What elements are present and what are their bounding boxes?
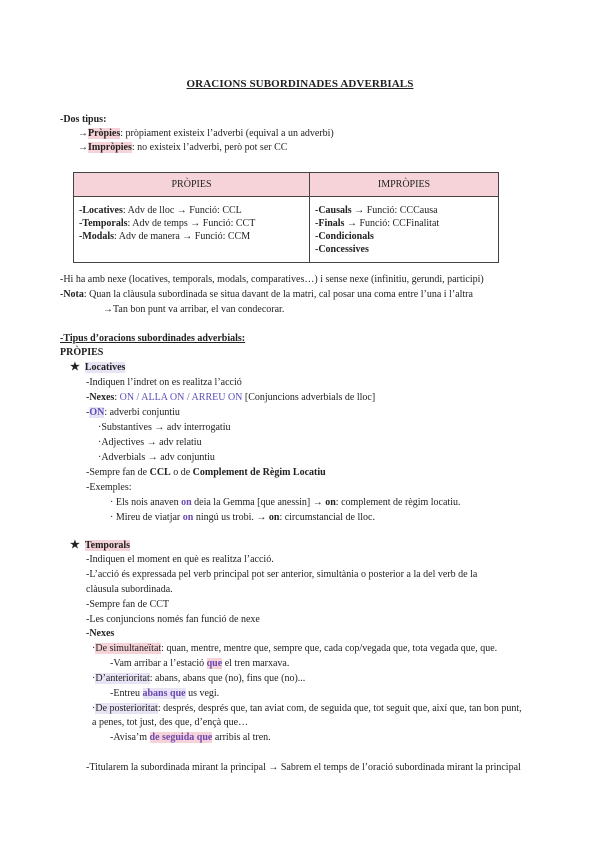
nexes-term: -Nexes (86, 392, 115, 403)
type-term: -Causals (315, 205, 352, 216)
temporals-line-1: -Indiquen el moment en què es realitza l’acció. (86, 554, 274, 565)
tipus-heading: -Tipus d’oracions subordinades adverbials: (60, 333, 246, 344)
type-description: → Funció: CCFinalitat (344, 218, 440, 229)
nota-example: →Tan bon punt va arribar, el van condecorar. (103, 304, 285, 315)
nota-term: -Nota (60, 289, 84, 300)
de-seguida-que-highlight: de seguida que (149, 732, 213, 743)
nota-text: : Quan la clàusula subordinada se situa davant de la matri, cal posar una coma entre l’una i l’altra (83, 289, 473, 300)
nexes-note: [Conjuncions adverbials de lloc] (242, 392, 376, 403)
table-header-propies: PRÒPIES (74, 173, 310, 197)
text: · Mireu de viatjar (110, 512, 183, 523)
star-icon: ★ (70, 361, 80, 373)
text: -Entreu (110, 688, 143, 699)
simultaneitat-term: De simultaneïtat (95, 643, 162, 654)
colon: : (114, 392, 120, 403)
list-item (79, 230, 304, 243)
posterioritat-line-2: a penes, tot just, des que, d’ençà que… (92, 717, 249, 728)
text: : circumstancial de lloc. (279, 512, 375, 523)
anterioritat-example (110, 687, 219, 700)
posterioritat-text: : després, després que, tan aviat com, de seguida que, tot seguit que, així que, tan bon punt, (157, 703, 522, 714)
type-term: -Locatives (79, 205, 123, 216)
bullet-dot: · (92, 673, 96, 684)
nexes-conjunctions: ON / ALLA ON / ARREU ON (119, 392, 243, 403)
temporals-heading (70, 539, 130, 552)
locatives-on (86, 406, 180, 419)
temporals-label: Temporals (84, 540, 131, 551)
crl-term: Complement de Règim Locatiu (192, 467, 326, 478)
on-definition: : adverbi conjuntiu (104, 407, 180, 418)
locatives-substantives: ·Substantives → adv interrogatiu (98, 422, 231, 433)
locatives-label: Locatives (84, 362, 126, 373)
anterioritat-text: : abans, abans que (no), fins que (no)... (149, 673, 306, 684)
text: deia la Gemma [que anessin] → (191, 497, 326, 508)
types-table (73, 172, 499, 263)
list-item (79, 217, 304, 230)
propies-definition: : pròpiament existeix l’adverbi (equival a un adverbi) (120, 128, 334, 139)
impropies-term: Impròpies (88, 142, 132, 153)
on-highlight: on (181, 497, 192, 508)
propies-line (78, 127, 334, 140)
star-icon: ★ (70, 539, 80, 551)
text: -Sempre fan de (86, 467, 150, 478)
simultaneitat-example (110, 657, 289, 670)
impropies-cell (310, 197, 499, 263)
propies-term: Pròpies (88, 128, 121, 139)
impropies-definition: : no existeix l’adverbi, però pot ser CC (131, 142, 288, 153)
text: ningú us trobi. → (193, 512, 269, 523)
anterioritat-term: D’anterioritat (95, 673, 150, 684)
on-highlight: on (182, 512, 194, 523)
type-description: : Adv de lloc → Funció: CCL (122, 205, 242, 216)
locatives-function (86, 466, 326, 479)
text: o de (170, 467, 193, 478)
type-term: -Finals (315, 218, 345, 229)
type-description: : Adv de manera → Funció: CCM (114, 231, 251, 242)
bullet-dot: · (92, 643, 96, 654)
locatives-example-2 (110, 511, 375, 524)
arrow-icon: → (78, 142, 88, 153)
list-item (315, 243, 493, 256)
text: us vegi. (185, 688, 220, 699)
nexe-note: -Hi ha amb nexe (locatives, temporals, modals, comparatives…) i sense nexe (infinitiu, gerundi, participi) (60, 274, 484, 285)
locatives-line-1: -Indiquen l’indret on es realitza l’acció (86, 377, 242, 388)
locatives-nexes (86, 391, 375, 404)
text: · Els nois anaven (110, 497, 182, 508)
table-row (74, 197, 499, 263)
list-item (79, 204, 304, 217)
locatives-example-1 (110, 496, 460, 509)
posterioritat-example (110, 731, 271, 744)
type-term: -Temporals (79, 218, 128, 229)
simultaneitat-text: : quan, mentre, mentre que, sempre que, cada cop/vegada que, tota vegada que, que. (161, 643, 498, 654)
propies-heading: PRÒPIES (60, 347, 104, 358)
temporals-line-2b: clàusula subordinada. (86, 584, 173, 595)
temporals-last-line: -Titularem la subordinada mirant la principal → Sabrem el temps de l’oració subordinada mirant la principal (86, 762, 521, 773)
type-term: -Concessives (315, 244, 369, 255)
nota-line (60, 288, 473, 301)
list-item (315, 217, 493, 230)
type-term: -Condicionals (315, 231, 374, 242)
on-term: on (325, 497, 336, 508)
simultaneitat-line (92, 642, 497, 655)
impropies-line (78, 141, 287, 154)
type-description: → Funció: CCCausa (351, 205, 438, 216)
ccl-term: CCL (149, 467, 171, 478)
anterioritat-line (92, 672, 305, 685)
text: arribis al tren. (212, 732, 271, 743)
locatives-heading (70, 361, 125, 374)
posterioritat-line (92, 702, 522, 715)
on-term: ON (89, 407, 105, 418)
type-description: : Adv de temps → Funció: CCT (127, 218, 256, 229)
temporals-line-3: -Sempre fan de CCT (86, 599, 170, 610)
dos-tipus-heading: -Dos tipus: (60, 114, 107, 125)
temporals-line-4: -Les conjuncions només fan funció de nexe (86, 614, 260, 625)
abans-que-highlight: abans que (142, 688, 186, 699)
table-header-impropies: IMPRÒPIES (310, 173, 499, 197)
type-term: -Modals (79, 231, 114, 242)
text: el tren marxava. (222, 658, 290, 669)
list-item (315, 230, 493, 243)
bullet-dot: · (92, 703, 96, 714)
posterioritat-term: De posterioritat (95, 703, 158, 714)
text: : complement de règim locatiu. (335, 497, 461, 508)
temporals-line-2a: -L’acció és expressada pel verb principal pot ser anterior, simultània o posterior a la del verb de la (86, 569, 478, 580)
locatives-adjectives: ·Adjectives → adv relatiu (98, 437, 202, 448)
locatives-exemples: -Exemples: (86, 482, 132, 493)
propies-cell (74, 197, 310, 263)
arrow-icon: → (78, 128, 88, 139)
table-header-row (74, 173, 499, 197)
que-highlight: que (206, 658, 223, 669)
locatives-adverbials: ·Adverbials → adv conjuntiu (98, 452, 215, 463)
page-title: ORACIONS SUBORDINADES ADVERBIALS (186, 78, 414, 90)
on-term: on (268, 512, 280, 523)
list-item (315, 204, 493, 217)
text: -Avisa’m (110, 732, 150, 743)
temporals-nexes: -Nexes (86, 628, 115, 639)
text: -Vam arribar a l’estació (110, 658, 207, 669)
dash: - (86, 407, 90, 418)
